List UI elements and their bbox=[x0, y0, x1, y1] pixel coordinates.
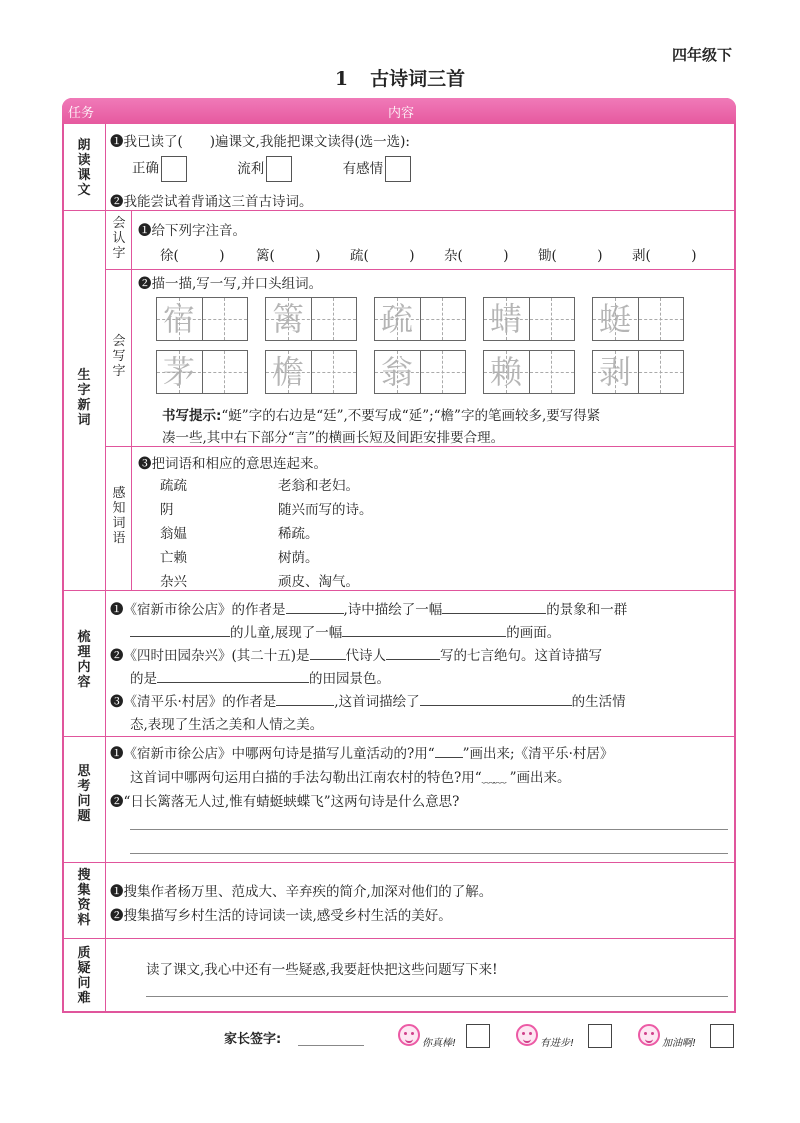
section-label-zhiyi: 质疑问难 bbox=[77, 946, 91, 1006]
badge-checkbox[interactable] bbox=[466, 1024, 490, 1048]
match-right[interactable]: 老翁和老妇。 bbox=[278, 478, 359, 494]
lang-options bbox=[132, 156, 411, 182]
badge-label: 加油啊! bbox=[662, 1038, 697, 1049]
badge-label: 你真棒! bbox=[422, 1038, 457, 1049]
guide-line bbox=[157, 372, 247, 373]
tracing-character: 翁 bbox=[380, 353, 413, 391]
tracing-box[interactable] bbox=[265, 297, 357, 341]
lesson-number: 1 bbox=[334, 68, 349, 90]
subrow-divider bbox=[105, 269, 736, 270]
wavy-line-mark: ﹏﹏ bbox=[481, 770, 505, 786]
badge-label: 有进步! bbox=[540, 1038, 575, 1049]
answer-line[interactable] bbox=[130, 853, 728, 854]
column-divider bbox=[105, 124, 106, 1013]
tracing-character: 蜓 bbox=[598, 300, 631, 338]
tracing-box[interactable] bbox=[592, 297, 684, 341]
section-label-sikao: 思考问题 bbox=[77, 764, 91, 824]
header-task: 任务 bbox=[68, 106, 95, 121]
option-checkbox[interactable] bbox=[161, 156, 187, 182]
tracing-box[interactable] bbox=[156, 297, 248, 341]
sublabel-ganzhi: 感知词语 bbox=[112, 486, 126, 546]
tracing-character: 茅 bbox=[162, 353, 195, 391]
badge-checkbox[interactable] bbox=[710, 1024, 734, 1048]
subcolumn-divider bbox=[131, 210, 132, 590]
row-divider bbox=[62, 590, 736, 591]
row-divider bbox=[62, 862, 736, 863]
straight-line-mark bbox=[435, 743, 463, 758]
header-content: 内容 bbox=[388, 106, 415, 121]
match-left[interactable]: 阴 bbox=[160, 502, 174, 518]
sublabel-huiren: 会认字 bbox=[112, 216, 126, 261]
subrow-divider bbox=[105, 446, 736, 447]
lang-item-2: ❷我能尝试着背诵这三首古诗词。 bbox=[110, 194, 313, 210]
tracing-character: 剥 bbox=[598, 353, 631, 391]
section-label-souji: 搜集资料 bbox=[77, 868, 91, 928]
pinyin-item: 锄( ) bbox=[538, 248, 603, 264]
match-right[interactable]: 顽皮、淘气。 bbox=[278, 574, 359, 590]
pinyin-item: 疏( ) bbox=[350, 248, 415, 264]
tracing-box[interactable] bbox=[483, 350, 575, 394]
match-right[interactable]: 树荫。 bbox=[278, 550, 319, 566]
tracing-character: 蜻 bbox=[489, 300, 522, 338]
pinyin-item: 杂( ) bbox=[444, 248, 509, 264]
tip-label: 书写提示: bbox=[162, 408, 222, 424]
tracing-character: 檐 bbox=[271, 353, 304, 391]
tracing-character: 疏 bbox=[380, 300, 413, 338]
table-header bbox=[62, 98, 736, 124]
match-right[interactable]: 随兴而写的诗。 bbox=[278, 502, 373, 518]
match-left[interactable]: 杂兴 bbox=[160, 574, 187, 590]
guide-line bbox=[593, 319, 683, 320]
guide-line bbox=[266, 319, 356, 320]
grade-label: 四年级下 bbox=[672, 46, 733, 64]
section-label-langdu: 朗读课文 bbox=[77, 138, 91, 198]
parent-sign-line[interactable] bbox=[298, 1045, 364, 1046]
lesson-title: 古诗词三首 bbox=[370, 68, 466, 90]
lang-item-1: ❶我已读了( )遍课文,我能把课文读得(选一选): bbox=[110, 134, 410, 150]
souji-line-1: ❶搜集作者杨万里、范成大、辛弃疾的简介,加深对他们的了解。 bbox=[110, 884, 493, 900]
huixie-instruction: ❷描一描,写一写,并口头组词。 bbox=[138, 276, 323, 292]
shuli-line-2: 的儿童,展现了一幅 的画面。 bbox=[130, 621, 560, 641]
tracing-box[interactable] bbox=[483, 297, 575, 341]
tip-text: “蜓”字的右边是“廷”,不要写成“延”;“檐”字的笔画较多,要写得紧 bbox=[221, 408, 601, 424]
pinyin-item: 篱( ) bbox=[256, 248, 321, 264]
shuli-line-3: ❷《四时田园杂兴》(其二十五)是 代诗人 写的七言绝句。这首诗描写 bbox=[110, 644, 602, 664]
smiley-icon bbox=[516, 1024, 538, 1046]
fill-blank[interactable] bbox=[342, 622, 506, 637]
shuli-line-1: ❶《宿新市徐公店》的作者是 ,诗中描绘了一幅 的景象和一群 bbox=[110, 598, 627, 618]
smiley-icon bbox=[638, 1024, 660, 1046]
tracing-box[interactable] bbox=[592, 350, 684, 394]
page-title bbox=[0, 64, 800, 91]
guide-line bbox=[375, 372, 465, 373]
shuli-line-5: ❸《清平乐·村居》的作者是 ,这首词描绘了 的生活情 bbox=[110, 690, 626, 710]
match-left[interactable]: 疏疏 bbox=[160, 478, 187, 494]
tracing-character: 篱 bbox=[271, 300, 304, 338]
fill-blank[interactable] bbox=[157, 668, 309, 683]
souji-line-2: ❷搜集描写乡村生活的诗词读一读,感受乡村生活的美好。 bbox=[110, 908, 452, 924]
pinyin-item: 徐( ) bbox=[160, 248, 225, 264]
badge-checkbox[interactable] bbox=[588, 1024, 612, 1048]
guide-line bbox=[375, 319, 465, 320]
tracing-character: 赖 bbox=[489, 353, 522, 391]
tracing-box[interactable] bbox=[374, 297, 466, 341]
fill-blank[interactable] bbox=[310, 645, 346, 660]
row-divider bbox=[62, 210, 736, 211]
guide-line bbox=[266, 372, 356, 373]
section-label-shengzi: 生字新词 bbox=[77, 368, 91, 428]
tracing-box[interactable] bbox=[374, 350, 466, 394]
shuli-line-4: 的是 的田园景色。 bbox=[130, 667, 390, 687]
tracing-character: 宿 bbox=[162, 300, 195, 338]
option-checkbox[interactable] bbox=[266, 156, 292, 182]
fill-blank[interactable] bbox=[442, 599, 546, 614]
guide-line bbox=[157, 319, 247, 320]
smiley-icon bbox=[398, 1024, 420, 1046]
match-left[interactable]: 翁媪 bbox=[160, 526, 187, 542]
sikao-line-2: 这首词中哪两句运用白描的手法勾勒出江南农村的特色?用“﹏﹏ ”画出来。 bbox=[130, 766, 571, 786]
parent-sign-label: 家长签字: bbox=[224, 1032, 282, 1047]
fill-blank[interactable] bbox=[276, 691, 334, 706]
guide-line bbox=[593, 372, 683, 373]
writing-tip-line-1 bbox=[162, 404, 600, 424]
fill-blank[interactable] bbox=[386, 645, 440, 660]
option-checkbox[interactable] bbox=[385, 156, 411, 182]
shuli-line-6: 态,表现了生活之美和人情之美。 bbox=[130, 717, 324, 733]
ganzhi-instruction: ❸把词语和相应的意思连起来。 bbox=[138, 456, 327, 472]
section-label-shuli: 梳理内容 bbox=[77, 630, 91, 690]
fill-blank[interactable] bbox=[286, 599, 344, 614]
tracing-box[interactable] bbox=[156, 350, 248, 394]
sikao-line-1: ❶《宿新市徐公店》中哪两句诗是描写儿童活动的?用“ ”画出来;《清平乐·村居》 bbox=[110, 742, 613, 762]
guide-line bbox=[484, 372, 574, 373]
sikao-line-3: ❷“日长篱落无人过,惟有蜻蜓蛱蝶飞”这两句诗是什么意思? bbox=[110, 794, 460, 810]
answer-line[interactable] bbox=[130, 829, 728, 830]
option-label: 有感情 bbox=[342, 160, 384, 177]
tracing-box[interactable] bbox=[265, 350, 357, 394]
option-label: 流利 bbox=[237, 160, 265, 177]
fill-blank[interactable] bbox=[420, 691, 572, 706]
zhiyi-text: 读了课文,我心中还有一些疑惑,我要赶快把这些问题写下来! bbox=[146, 962, 498, 978]
row-divider bbox=[62, 938, 736, 939]
sublabel-huixie: 会写字 bbox=[112, 334, 126, 379]
match-right[interactable]: 稀疏。 bbox=[278, 526, 319, 542]
writing-tip-line-2: 凑一些,其中右下部分“言”的横画长短及间距安排要合理。 bbox=[162, 430, 505, 446]
option-label: 正确 bbox=[132, 160, 159, 177]
guide-line bbox=[484, 319, 574, 320]
answer-line[interactable] bbox=[146, 996, 728, 997]
pinyin-item: 剥( ) bbox=[632, 248, 697, 264]
row-divider bbox=[62, 736, 736, 737]
huiren-instruction: ❶给下列字注音。 bbox=[138, 223, 246, 239]
fill-blank[interactable] bbox=[130, 622, 230, 637]
match-left[interactable]: 亡赖 bbox=[160, 550, 187, 566]
